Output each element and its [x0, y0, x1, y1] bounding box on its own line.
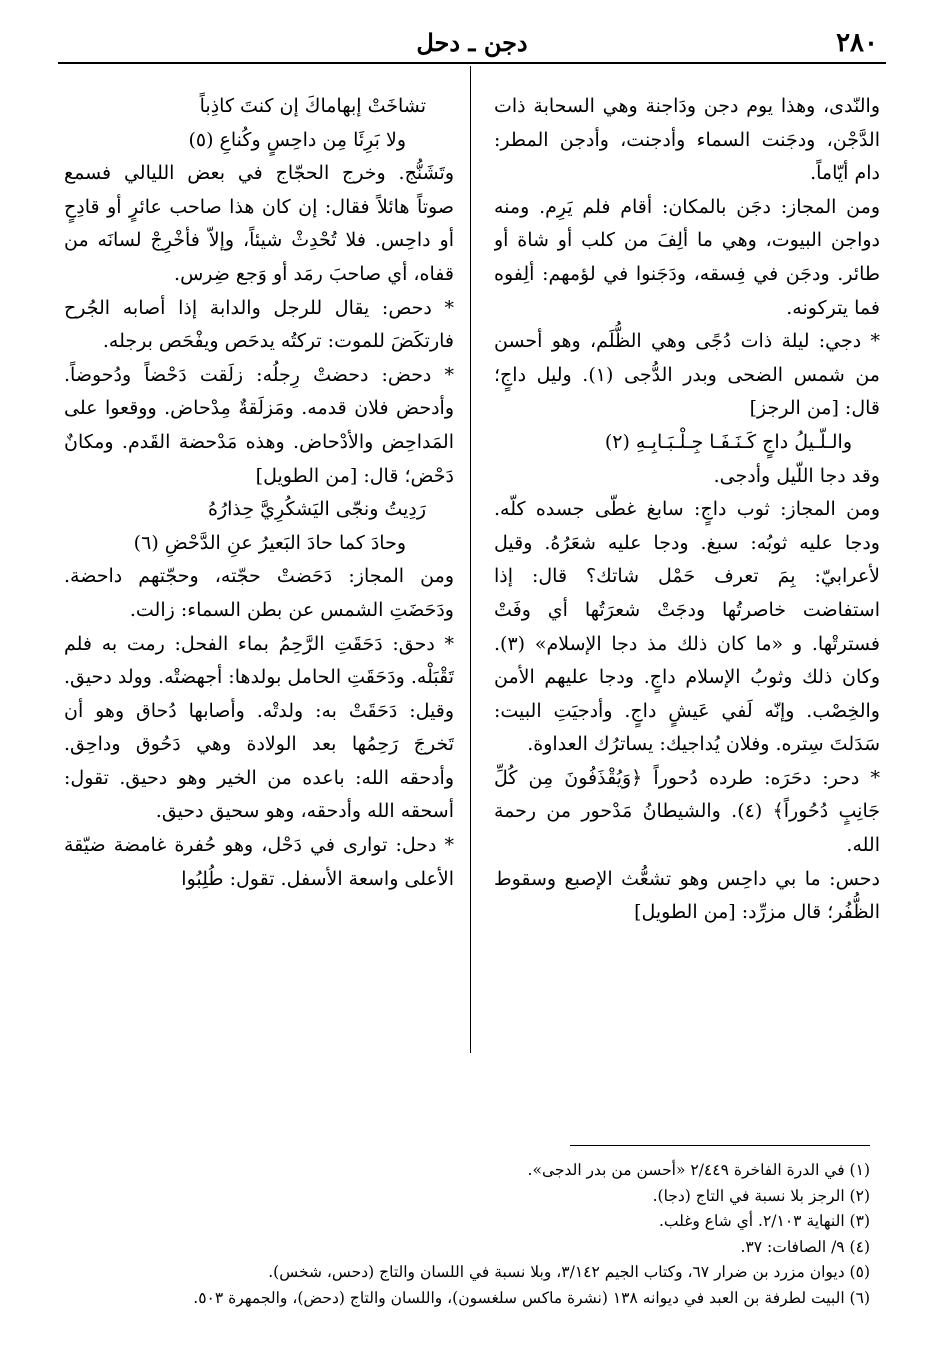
entry-dahd: * دحض: دحضتْ رِجلُه: زلَقت دَحْضاً ودُحوضاً. وأدحض فلان قدمه. ومَزلَقةٌ مِدْحاض. ووقعوا على المَداحِض والأدْحاض. وهذه مَدْحضة القَدم. ومكانٌ دَحْض؛ قال: [من الطويل] [64, 363, 454, 487]
entry-dajn-majaz: ومن المجاز: دجَن بالمكان: أقام فلم يَرِم. ومنه دواجن البيوت، وهي ما ألِفَ من كلب أو شاة أو طائر. ودجَن في فِسقه، ودَجَنوا في لؤمهم: ألِفوه فما يتركونه. [494, 195, 880, 319]
verse-line: وحادَ كما حادَ البَعيرُ عنِ الدَّحْضِ (٦) [133, 531, 406, 554]
footnotes [60, 1158, 870, 1312]
entry-dahs-2: * دحص: يقال للرجل والدابة إذا أصابه الجُرح فارتكَضَ للموت: تركتُه يدحَص ويفْحَص برجله. [64, 296, 454, 353]
page-number: ٢٨٠ [836, 28, 878, 58]
verse-line: ولا بَرِئَا مِن داحِسٍ وكُناعِ (٥) [188, 128, 406, 151]
entry-dahl: * دحل: توارى في دَحْل، وهو حُفرة غامضة ضيّقة الأعلى واسعة الأسفل. تقول: طُلِبُوا [64, 834, 454, 890]
left-column [64, 90, 454, 1055]
footnote: (٥) ديوان مزرد بن ضرار ٦٧، وكتاب الجيم ٣/١٤٢، وبلا نسبة في اللسان والتاج (دحس، شخس). [268, 1263, 870, 1282]
page-header [58, 22, 886, 64]
entry-dahr: * دحر: دحَرَه: طرده دُحوراً ﴿وَيُقْذَفُونَ مِن كُلِّ جَانِبٍ دُحُوراً﴾ (٤). والشيطانُ مَدْحور من رحمة الله. [494, 766, 880, 857]
entry-daji-majaz: ومن المجاز: ثوب داجٍ: سابغ غطّى جسده كلّه. ودجا عليه ثوبُه: سبغ. ودجا عليه شعَرُهُ. وقيل لأعرابيّ: بِمَ تعرف حَمْل شاتك؟ قال: إذا استفاضت خاصرتُها ودجَتْ شعرَتُها أي وفَتْ فسترتْها. و «ما كان ذلك مذ دجا الإسلام» (٣). وكان ذلك وثوبُ الإسلام داجٍ. ودجا عليهم الأمن والخِصْب. وإنّه لَفي عَيشٍ داجٍ. وأدجيَتِ البيت: سَدَلتَ سِتره. وفلان يُداجيك: يساترُك العداوة. [494, 498, 880, 756]
entry-daji-line: وقد دجا اللّيل وأدجى. [713, 464, 880, 487]
entry-dahd-majaz: ومن المجاز: دَحَضتْ حجّته، وحجّتهم داحضة. ودَحَضَتِ الشمس عن بطن السماء: زالت. [64, 565, 454, 621]
verse-line: والـلّـيلُ داجٍ كَـنَـفَـا جِـلْـبَـابِـهِ (٢) [604, 430, 852, 453]
verse-line: تشاخَتْ إبهاماكَ إن كنتَ كاذِباً [199, 95, 426, 117]
entry-dajn-continued: والنّدى، وهذا يوم دجن ودَاجنة وهي السحابة ذات الدَّجْن، ودجَنت السماء وأدجنت، وأدجن المطر: دام أيّاماً. [494, 95, 880, 185]
footnote: (١) في الدرة الفاخرة ٢/٤٤٩ «أحسن من بدر الدجى». [527, 1161, 870, 1179]
entry-daji: * دجي: ليلة ذات دُجًى وهي الظُّلَم، وهو أحسن من شمس الضحى وبدر الدُّجى (١). وليل داجٍ؛ قال: [من الرجز] [494, 330, 880, 420]
verse-line: رَدِيتُ ونجّى اليَشكُرِيَّ حِذارُهُ [208, 498, 426, 521]
entry-dahq: * دحق: دَحَقَتِ الرَّحِمُ بماء الفحل: رمت به فلم تَقْبَلْه. ودَحَقَتِ الحامل بولدها: أجهضتْه. وولد دحيق. وقيل: دَحَقَتْ به: ولدتْه. وأصابها دُحاق وهو أن تَخرجَ رَحِمُها بعد الولادة وهي دَحُوق وداحِق. وأدحقه الله: باعده من الخير وهو دحيق. تقول: أسحقه الله وأدحقه، وهو سحيق دحيق. [64, 632, 454, 823]
footnote: (٦) البيت لطرفة بن العبد في ديوانه ١٣٨ (نشرة ماكس سلغسون)، واللسان والتاج (دحض)، والجمهرة ٥٠٣. [193, 1288, 870, 1307]
entry-dahs-continued: وتَشَنُّج. وخرج الحجّاج في بعض الليالي فسمع صوتاً هائلاً فقال: إن كان هذا صاحب عائرٍ أو قادِحٍ أو داحِس. فلا تُحْدِثْ شيئاً، وإلاّ فأخْرِجْ لسانَه من قفاه، أي صاحبَ رمَد أو وَجع ضِرس. [64, 162, 454, 285]
right-column [494, 90, 880, 1055]
running-title: دجن ـ دحل [416, 28, 528, 57]
entry-dahs: دحس: ما بي داحِس وهو تشعُّث الإصبع وسقوط الظُّفُر؛ قال مزرِّد: [من الطويل] [494, 867, 880, 924]
footnote: (٤) ٩/ الصافات: ٣٧. [740, 1237, 870, 1256]
footnote-separator [570, 1145, 870, 1146]
footnote: (٢) الرجز بلا نسبة في التاج (دجا). [652, 1186, 870, 1205]
column-divider [470, 66, 471, 1053]
footnote: (٣) النهاية ٢/١٠٣. أي شاع وغلب. [658, 1212, 870, 1231]
